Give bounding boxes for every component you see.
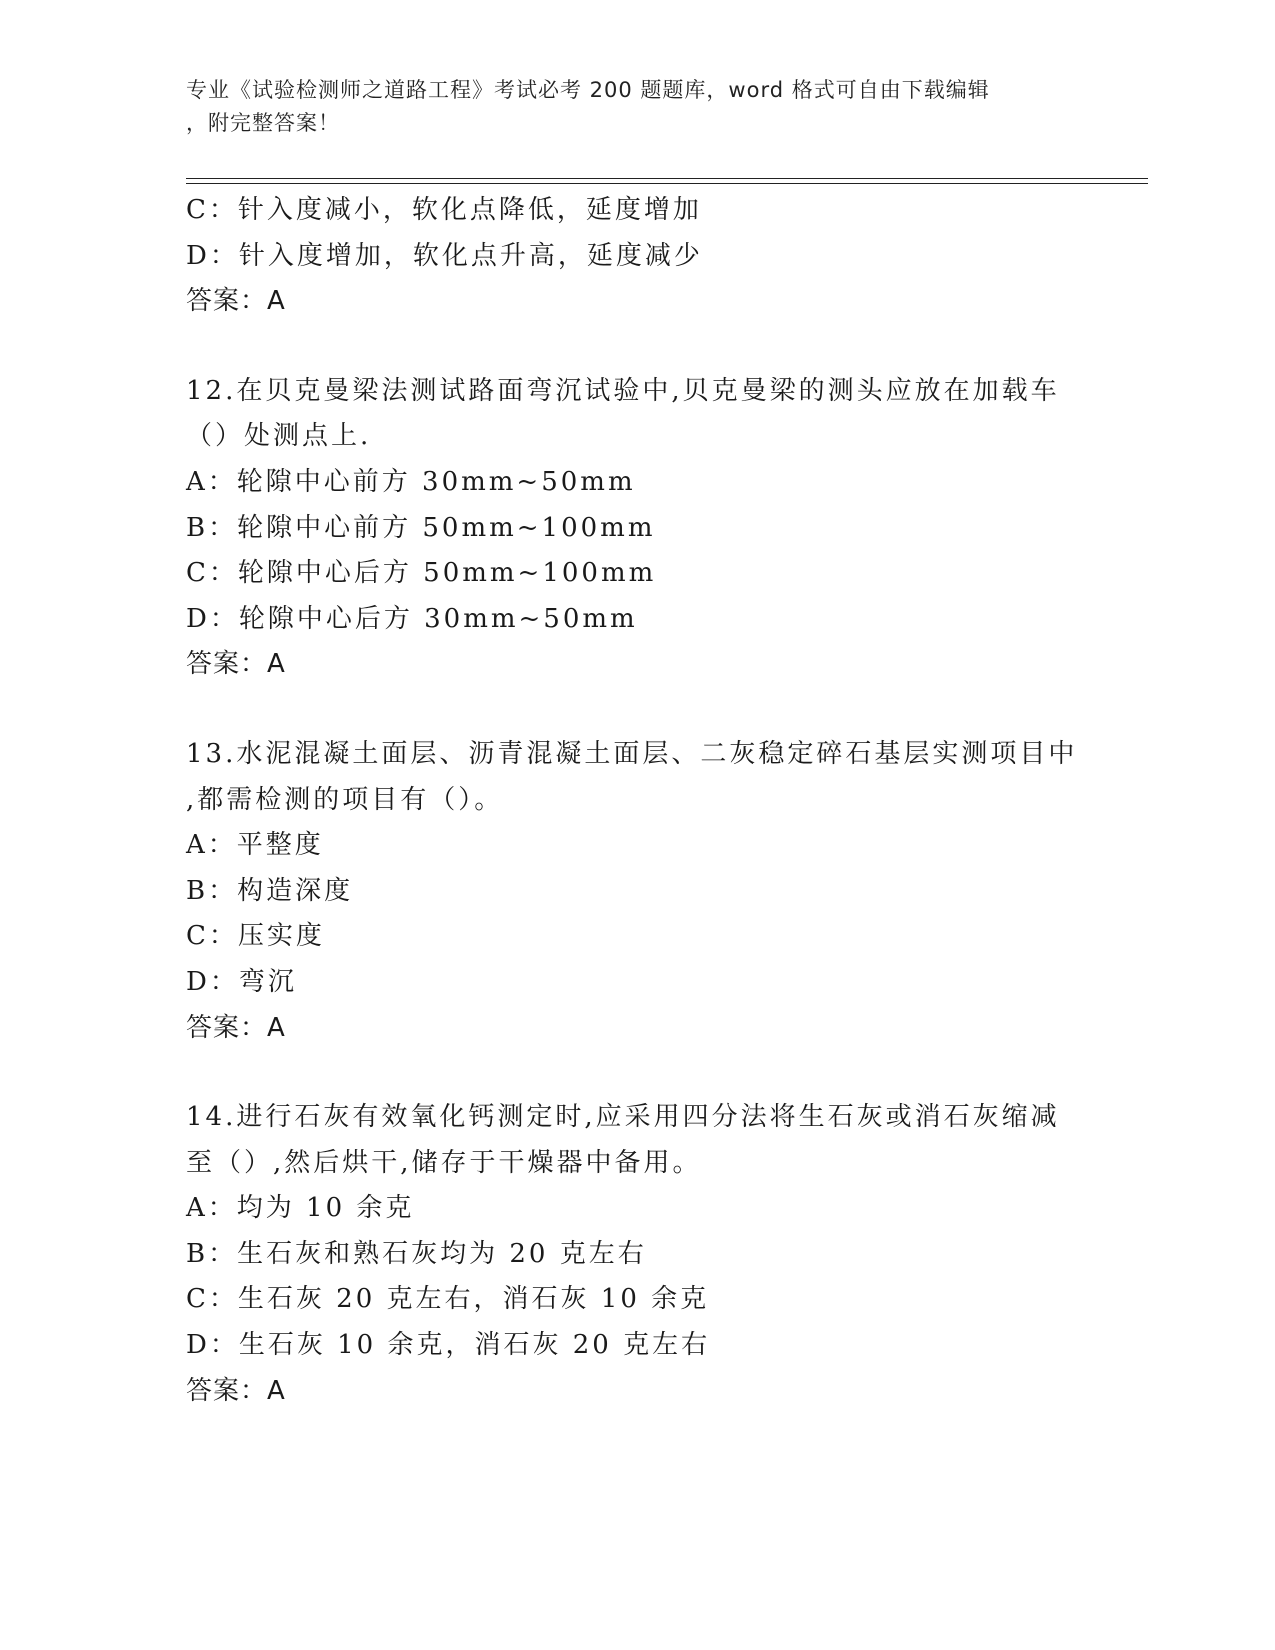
answer-line: 答案：A — [186, 1012, 286, 1043]
question-list — [186, 188, 1086, 1414]
question-13 — [186, 732, 1086, 1051]
question-11-tail — [186, 188, 1086, 325]
answer-line: 答案：A — [186, 649, 286, 680]
spacer — [186, 1051, 1086, 1095]
spacer — [186, 325, 1086, 369]
question-stem-line-1: 13.水泥混凝土面层、沥青混凝土面层、二灰稳定碎石基层实测项目中 — [186, 738, 1078, 769]
option-b: B：生石灰和熟石灰均为 20 克左右 — [186, 1238, 647, 1269]
option-d: D：生石灰 10 余克，消石灰 20 克左右 — [186, 1330, 711, 1361]
header-title-line-1: 专业《试验检测师之道路工程》考试必考 200 题题库，word 格式可自由下载编辑 — [186, 78, 990, 102]
option-b: B：构造深度 — [186, 875, 354, 906]
option-c: C：生石灰 20 克左右，消石灰 10 余克 — [186, 1284, 710, 1315]
option-d: D：轮隙中心后方 30mm~50mm — [186, 603, 638, 634]
header-divider-top — [186, 178, 1148, 179]
question-14 — [186, 1095, 1086, 1414]
option-a: A：均为 10 余克 — [186, 1193, 415, 1224]
option-d: D：针入度增加，软化点升高，延度减少 — [186, 240, 703, 271]
option-a: A：平整度 — [186, 830, 324, 861]
option-c: C：轮隙中心后方 50mm~100mm — [186, 558, 657, 589]
option-b: B：轮隙中心前方 50mm~100mm — [186, 512, 656, 543]
page-header — [186, 74, 1066, 140]
spacer — [186, 688, 1086, 732]
question-stem-line-2: （）处测点上. — [186, 421, 372, 452]
question-stem-line-1: 12.在贝克曼梁法测试路面弯沉试验中,贝克曼梁的测头应放在加载车 — [186, 375, 1060, 406]
option-c: C：压实度 — [186, 921, 325, 952]
header-divider-bottom — [186, 183, 1148, 184]
header-title-line-2: ，附完整答案！ — [186, 111, 340, 135]
question-stem-line-2: 至（）,然后烘干,储存于干燥器中备用。 — [186, 1147, 702, 1178]
question-stem-line-1: 14.进行石灰有效氧化钙测定时,应采用四分法将生石灰或消石灰缩减 — [186, 1102, 1060, 1133]
option-a: A：轮隙中心前方 30mm~50mm — [186, 466, 636, 497]
option-c: C：针入度减小，软化点降低，延度增加 — [186, 195, 702, 225]
option-d: D：弯沉 — [186, 966, 297, 997]
answer-line: 答案：A — [186, 1375, 286, 1406]
question-12 — [186, 369, 1086, 688]
question-stem-line-2: ,都需检测的项目有（）。 — [186, 784, 504, 815]
answer-line: 答案：A — [186, 286, 286, 317]
